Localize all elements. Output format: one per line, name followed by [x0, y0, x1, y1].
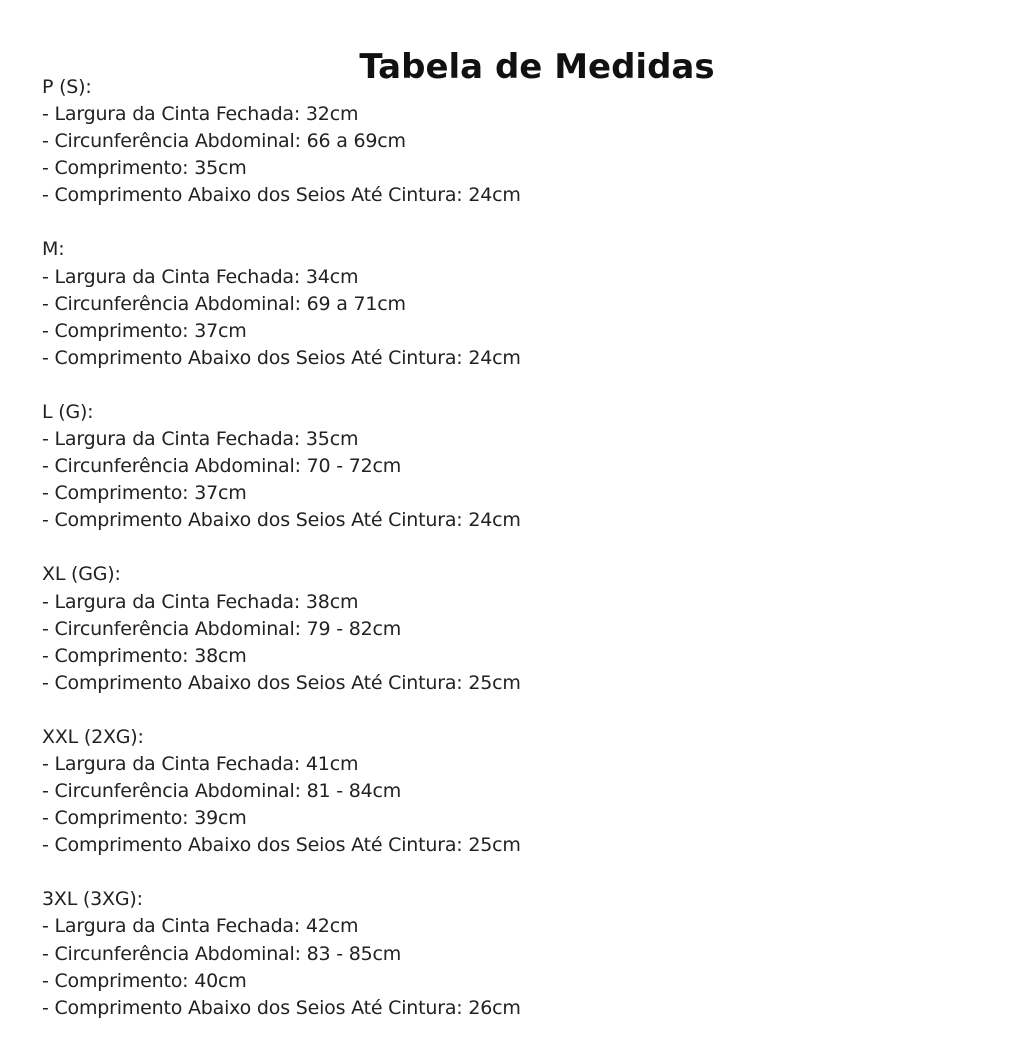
measure-length: - Comprimento: 37cm — [42, 319, 247, 342]
size-table — [42, 74, 1002, 1049]
size-block-xxl — [42, 724, 1002, 859]
size-heading: 3XL (3XG): — [42, 888, 143, 911]
size-heading: XXL (2XG): — [42, 725, 144, 748]
size-heading: XL (GG): — [42, 563, 121, 586]
measure-underbust-to-waist: - Comprimento Abaixo dos Seios Até Cintura: 24cm — [42, 184, 521, 207]
measure-underbust-to-waist: - Comprimento Abaixo dos Seios Até Cintura: 25cm — [42, 671, 521, 694]
measure-abdominal-circumference: - Circunferência Abdominal: 69 a 71cm — [42, 292, 406, 315]
measure-underbust-to-waist: - Comprimento Abaixo dos Seios Até Cintura: 24cm — [42, 509, 521, 532]
measure-underbust-to-waist: - Comprimento Abaixo dos Seios Até Cintura: 25cm — [42, 834, 521, 857]
measure-closed-width: - Largura da Cinta Fechada: 42cm — [42, 915, 359, 938]
measure-closed-width: - Largura da Cinta Fechada: 34cm — [42, 265, 359, 288]
size-heading: L (G): — [42, 400, 94, 423]
size-heading: M: — [42, 238, 65, 261]
measure-underbust-to-waist: - Comprimento Abaixo dos Seios Até Cintura: 26cm — [42, 996, 521, 1019]
measure-abdominal-circumference: - Circunferência Abdominal: 70 - 72cm — [42, 455, 402, 478]
measure-abdominal-circumference: - Circunferência Abdominal: 66 a 69cm — [42, 130, 406, 153]
measure-closed-width: - Largura da Cinta Fechada: 38cm — [42, 590, 359, 613]
measure-length: - Comprimento: 38cm — [42, 644, 247, 667]
measure-closed-width: - Largura da Cinta Fechada: 35cm — [42, 428, 359, 451]
measure-underbust-to-waist: - Comprimento Abaixo dos Seios Até Cintura: 24cm — [42, 346, 521, 369]
measure-length: - Comprimento: 37cm — [42, 482, 247, 505]
measure-length: - Comprimento: 35cm — [42, 157, 247, 180]
page-title: Tabela de Medidas — [359, 46, 715, 87]
size-block-p — [42, 74, 1002, 209]
measure-abdominal-circumference: - Circunferência Abdominal: 81 - 84cm — [42, 780, 402, 803]
size-block-3xl — [42, 886, 1002, 1021]
measure-abdominal-circumference: - Circunferência Abdominal: 83 - 85cm — [42, 942, 402, 965]
size-block-xl — [42, 561, 1002, 696]
measure-closed-width: - Largura da Cinta Fechada: 41cm — [42, 752, 359, 775]
size-block-l — [42, 399, 1002, 534]
measure-closed-width: - Largura da Cinta Fechada: 32cm — [42, 103, 359, 126]
size-block-m — [42, 236, 1002, 371]
measure-length: - Comprimento: 39cm — [42, 807, 247, 830]
measure-length: - Comprimento: 40cm — [42, 969, 247, 992]
measure-abdominal-circumference: - Circunferência Abdominal: 79 - 82cm — [42, 617, 402, 640]
size-heading: P (S): — [42, 76, 92, 98]
